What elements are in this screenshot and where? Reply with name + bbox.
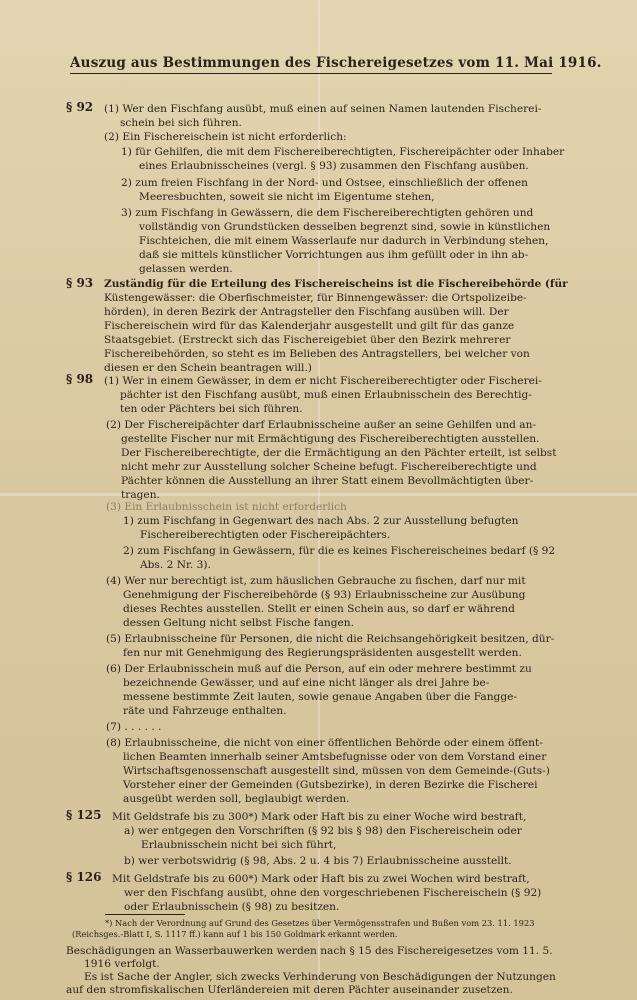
s98-p6-line2: bezeichnende Gewässer, und auf eine nicht länger als drei Jahre be- bbox=[123, 677, 490, 689]
s126-line2: wer den Fischfang ausübt, ohne den vorgeschriebenen Fischereischein (§ 92) bbox=[124, 887, 542, 899]
s93-line1: Zuständig für die Erteilung des Fischereischeins ist die Fischereibehörde (für bbox=[104, 278, 568, 290]
s98-p8-line1: (8) Erlaubnisscheine, die nicht von einer öffentlichen Behörde oder einem öffent- bbox=[106, 737, 543, 749]
s98-p7: (7) . . . . . . bbox=[106, 721, 162, 733]
fold-line-horizontal bbox=[0, 493, 637, 496]
s98-p3i1-line2: Fischereiberechtigten oder Fischereipächters. bbox=[140, 529, 391, 541]
s98-p2-line2: gestellte Fischer nur mit Ermächtigung des Fischereiberechtigten ausstellen. bbox=[121, 433, 540, 445]
s98-p2-line1: (2) Der Fischereipächter darf Erlaubnisscheine außer an seine Gehilfen und an- bbox=[106, 419, 537, 431]
s98-p6-line1: (6) Der Erlaubnisschein muß auf die Person, auf ein oder mehrere bestimmt zu bbox=[106, 663, 532, 675]
s98-p4-line1: (4) Wer nur berechtigt ist, zum häuslichen Gebrauche zu fischen, darf nur mit bbox=[106, 575, 526, 587]
s125-line1: Mit Geldstrafe bis zu 300*) Mark oder Haft bis zu einer Woche wird bestraft, bbox=[112, 811, 527, 823]
s98-p4-line4: dessen Geltung nicht selbst Fische fangen. bbox=[123, 617, 354, 629]
s98-p4-line2: Genehmigung der Fischereibehörde (§ 93) Erlaubnisscheine zur Ausübung bbox=[123, 589, 526, 601]
document-title: Auszug aus Bestimmungen des Fischereigesetzes vom 11. Mai 1916. bbox=[70, 55, 552, 74]
s98-p3i1-line1: 1) zum Fischfang in Gegenwart des nach Abs. 2 zur Ausstellung befugten bbox=[123, 515, 519, 527]
s98-p2-line5: Pächter können die Ausstellung an ihrer Statt einem Bevollmächtigten über- bbox=[121, 475, 534, 487]
s98-p2-line4: nicht mehr zur Ausstellung solcher Scheine befugt. Fischereiberechtigte und bbox=[121, 461, 537, 473]
s92-i2-line2: Meeresbuchten, soweit sie nicht im Eigentume stehen, bbox=[139, 191, 435, 203]
s98-p1-line3: ten oder Pächters bei sich führen. bbox=[120, 403, 303, 415]
s98-p3i2-line2: Abs. 2 Nr. 3). bbox=[140, 559, 211, 571]
s92-p1-line2: schein bei sich führen. bbox=[120, 117, 242, 129]
s92-p1-line1: (1) Wer den Fischfang ausübt, muß einen auf seinen Namen lautenden Fischerei- bbox=[104, 103, 542, 115]
s92-i1-line1: 1) für Gehilfen, die mit dem Fischereiberechtigten, Fischereipächter oder Inhaber bbox=[121, 146, 565, 158]
s125-a-line2: Erlaubnisschein nicht bei sich führt, bbox=[141, 839, 337, 851]
closing-line4: auf den stromfiskalischen Uferländereien mit deren Pächter auseinander zusetzen. bbox=[66, 984, 513, 996]
s98-p3i2-line1: 2) zum Fischfang in Gewässern, für die es keines Fischereischeines bedarf (§ 92 bbox=[123, 545, 556, 557]
s98-p4-line3: dieses Rechtes ausstellen. Stellt er einen Schein aus, so darf er während bbox=[123, 603, 515, 615]
footnote-rule bbox=[105, 914, 185, 915]
s98-p5-line2: fen nur mit Genehmigung des Regierungspräsidenten ausgestellt werden. bbox=[123, 647, 522, 659]
s92-i3-line1: 3) zum Fischfang in Gewässern, die dem Fischereiberechtigten gehören und bbox=[121, 207, 534, 219]
s93-line3: hörden), in deren Bezirk der Antragsteller den Fischfang ausüben will. Der bbox=[104, 306, 509, 318]
s98-p1-line1: (1) Wer in einem Gewässer, in dem er nicht Fischereiberechtigter oder Fischerei- bbox=[104, 375, 542, 387]
s98-p2-line3: Der Fischereiberechtigte, der die Ermächtigung an den Pächter erteilt, ist selbst bbox=[121, 447, 557, 459]
s93-line5: Staatsgebiet. (Erstreckt sich das Fischereigebiet über den Bezirk mehrerer bbox=[104, 334, 511, 346]
section-92-number: § 92 bbox=[66, 100, 94, 114]
section-125-number: § 125 bbox=[66, 808, 102, 822]
s98-p6-line3: messene bestimmte Zeit lauten, sowie genaue Angaben über die Fangge- bbox=[123, 691, 517, 703]
footnote-line2: (Reichsges.-Blatt I, S. 1117 ff.) kann auf 1 bis 150 Goldmark erkannt werden. bbox=[72, 929, 398, 939]
s125-a-line1: a) wer entgegen den Vorschriften (§ 92 bis § 98) den Fischereischein oder bbox=[124, 825, 522, 837]
s98-p3: (3) Ein Erlaubnisschein ist nicht erforderlich bbox=[106, 501, 347, 513]
s98-p8-line4: Vorsteher einer der Gemeinden (Gutsbezirke), in deren Bezirke die Fischerei bbox=[123, 779, 538, 791]
s93-line2: Küstengewässer: die Oberfischmeister, für Binnengewässer: die Ortspolizeibe- bbox=[104, 292, 527, 304]
s92-i2-line1: 2) zum freien Fischfang in der Nord- und Ostsee, einschließlich der offenen bbox=[121, 177, 528, 189]
section-126-number: § 126 bbox=[66, 870, 102, 884]
s98-p8-line5: ausgeübt werden soll, beglaubigt werden. bbox=[123, 793, 350, 805]
footnote-line1: *) Nach der Verordnung auf Grund des Gesetzes über Vermögensstrafen und Bußen vom 23. 11. 1923 bbox=[105, 918, 535, 928]
s93-line4: Fischereischein wird für das Kalenderjahr ausgestellt und gilt für das ganze bbox=[104, 320, 515, 332]
s93-line7: diesen er den Schein beantragen will.) bbox=[104, 362, 312, 374]
s98-p1-line2: pächter ist den Fischfang ausübt, muß einen Erlaubnisschein des Berechtig- bbox=[120, 389, 532, 401]
section-98-number: § 98 bbox=[66, 372, 94, 386]
s98-p5-line1: (5) Erlaubnisscheine für Personen, die nicht die Reichsangehörigkeit besitzen, dür- bbox=[106, 633, 555, 645]
s98-p6-line4: räte und Fahrzeuge enthalten. bbox=[123, 705, 287, 717]
s92-i3-line2: vollständig von Grundstücken desselben begrenzt sind, sowie in künstlichen bbox=[139, 221, 551, 233]
s92-i3-line3: Fischteichen, die mit einem Wasserlaufe nur dadurch in Verbindung stehen, bbox=[139, 235, 549, 247]
s125-b: b) wer verbotswidrig (§ 98, Abs. 2 u. 4 bis 7) Erlaubnisscheine ausstellt. bbox=[124, 855, 512, 867]
closing-line3: Es ist Sache der Angler, sich zwecks Verhinderung von Beschädigungen der Nutzungen bbox=[84, 971, 556, 983]
s98-p2-line6: tragen. bbox=[121, 489, 160, 501]
s92-i3-line4: daß sie mittels künstlicher Vorrichtungen aus ihm gefüllt oder in ihn ab- bbox=[139, 249, 529, 261]
s98-p8-line3: Wirtschaftsgenossenschaft ausgestellt sind, müssen von dem Gemeinde-(Guts-) bbox=[123, 765, 550, 777]
s126-line1: Mit Geldstrafe bis zu 600*) Mark oder Haft bis zu zwei Wochen wird bestraft, bbox=[112, 873, 530, 885]
s126-line3: oder Erlaubnisschein (§ 98) zu besitzen. bbox=[124, 901, 340, 913]
closing-line2: 1916 verfolgt. bbox=[84, 958, 160, 970]
s92-i3-line5: gelassen werden. bbox=[139, 263, 233, 275]
s98-p8-line2: lichen Beamten innerhalb seiner Amtsbefugnisse oder von dem Vorstand einer bbox=[123, 751, 547, 763]
s92-i1-line2: eines Erlaubnisscheines (vergl. § 93) zusammen den Fischfang ausüben. bbox=[139, 160, 529, 172]
closing-line1: Beschädigungen an Wasserbauwerken werden nach § 15 des Fischereigesetzes vom 11. 5. bbox=[66, 945, 553, 957]
s93-line6: Fischereibehörden, so steht es im Belieben des Antragstellers, bei welcher von bbox=[104, 348, 530, 360]
section-93-number: § 93 bbox=[66, 276, 94, 290]
s92-p2: (2) Ein Fischereischein ist nicht erforderlich: bbox=[104, 131, 347, 143]
